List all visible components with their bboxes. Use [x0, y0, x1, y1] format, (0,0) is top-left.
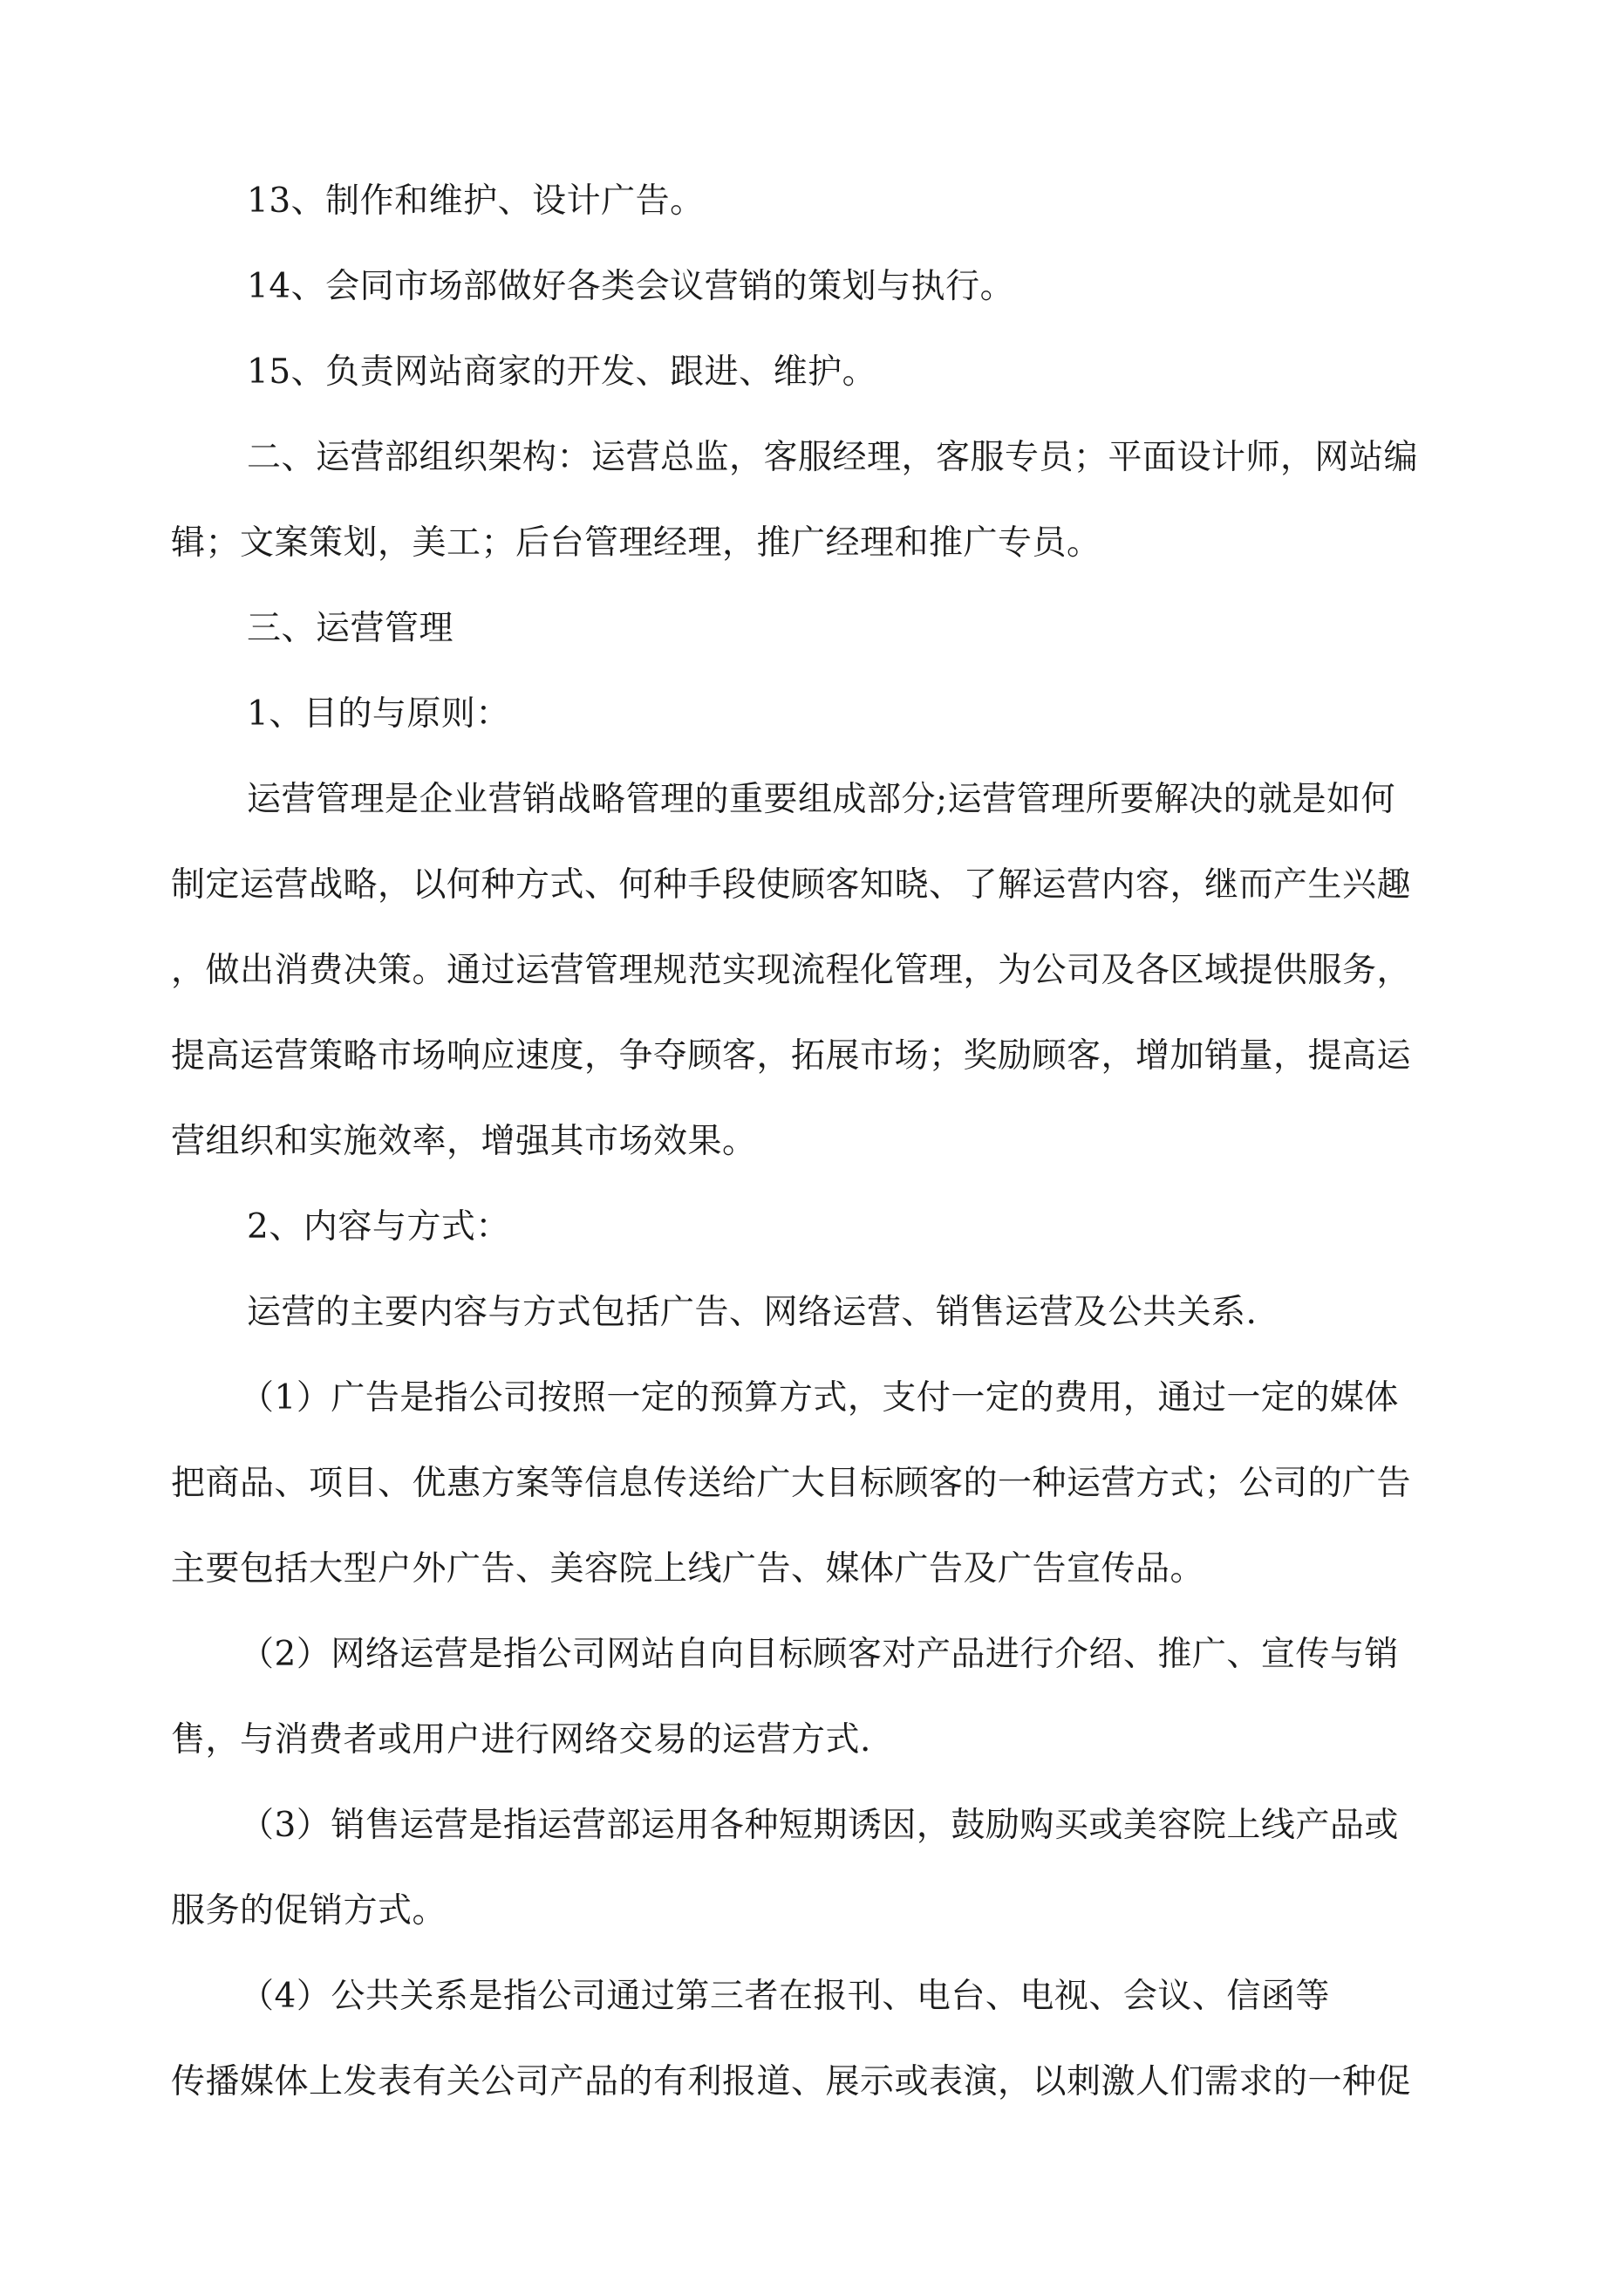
paragraph-line-9: 制定运营战略，以何种方式、何种手段使顾客知晓、了解运营内容，继而产生兴趣 — [171, 865, 1412, 905]
paragraph-line-4: 二、运营部组织架构：运营总监，客服经理，客服专员；平面设计师，网站编 — [247, 438, 1419, 477]
paragraph-line-10: ，做出消费决策。通过运营管理规范实现流程化管理，为公司及各区域提供服务， — [171, 951, 1412, 990]
paragraph-line-18: （2）网络运营是指公司网站自向目标顾客对产品进行介绍、推广、宣传与销 — [240, 1635, 1399, 1674]
paragraph-line-22: （4）公共关系是指公司通过第三者在报刊、电台、电视、会议、信函等 — [240, 1977, 1330, 2016]
subsection-heading-1: 1、目的与原则： — [247, 694, 510, 734]
paragraph-line-19: 售，与消费者或用户进行网络交易的运营方式. — [171, 1720, 871, 1760]
paragraph-line-2: 14、会同市场部做好各类会议营销的策划与执行。 — [247, 267, 1015, 306]
paragraph-line-12: 营组织和实施效率，增强其市场效果。 — [171, 1122, 757, 1161]
paragraph-line-20: （3）销售运营是指运营部运用各种短期诱因，鼓励购买或美容院上线产品或 — [240, 1806, 1399, 1845]
section-heading: 三、运营管理 — [247, 609, 454, 648]
paragraph-line-11: 提高运营策略市场响应速度，争夺顾客，拓展市场；奖励顾客，增加销量，提高运 — [171, 1036, 1412, 1076]
subsection-heading-2: 2、内容与方式： — [247, 1207, 510, 1247]
paragraph-line-5: 辑；文案策划，美工；后台管理经理，推广经理和推广专员。 — [171, 523, 1101, 563]
paragraph-line-1: 13、制作和维护、设计广告。 — [247, 181, 705, 221]
paragraph-line-21: 服务的促销方式。 — [171, 1891, 447, 1930]
paragraph-line-23: 传播媒体上发表有关公司产品的有利报道、展示或表演，以刺激人们需求的一种促 — [171, 2062, 1412, 2101]
paragraph-line-14: 运营的主要内容与方式包括广告、网络运营、销售运营及公共关系. — [247, 1293, 1258, 1332]
paragraph-line-15: （1）广告是指公司按照一定的预算方式，支付一定的费用，通过一定的媒体 — [240, 1378, 1399, 1418]
paragraph-line-8: 运营管理是企业营销战略管理的重要组成部分;运营管理所要解决的就是如何 — [247, 780, 1396, 819]
paragraph-line-3: 15、负责网站商家的开发、跟进、维护。 — [247, 352, 877, 392]
paragraph-line-17: 主要包括大型户外广告、美容院上线广告、媒体广告及广告宣传品。 — [171, 1549, 1205, 1589]
paragraph-line-16: 把商品、项目、优惠方案等信息传送给广大目标顾客的一种运营方式；公司的广告 — [171, 1464, 1412, 1503]
